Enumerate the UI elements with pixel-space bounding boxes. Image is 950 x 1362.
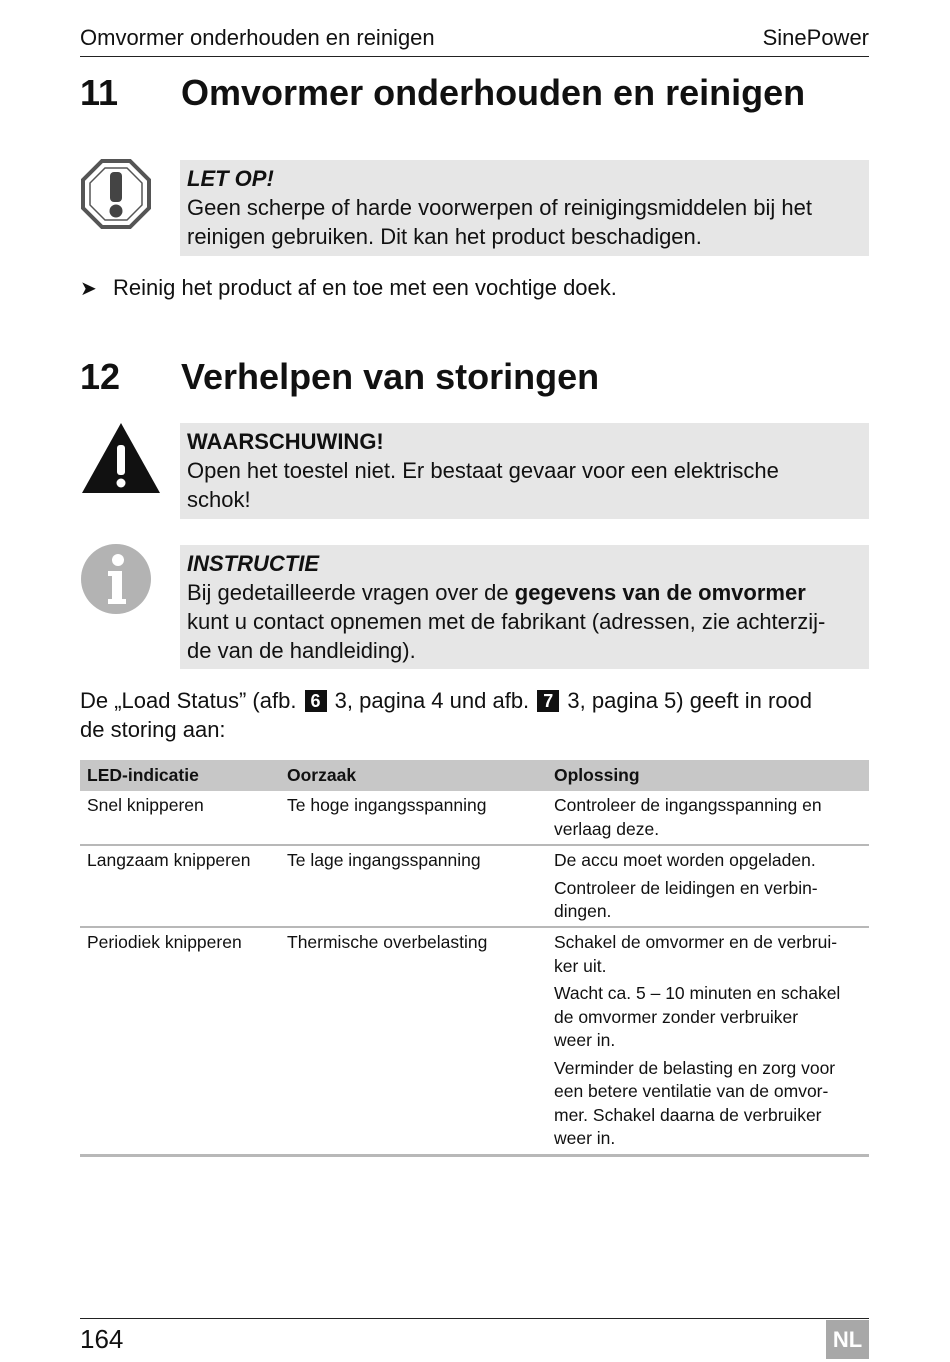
instruction-bullet [80, 274, 617, 303]
instruction-bold-text: gegevens van de omvormer [514, 580, 806, 605]
solution-line: verlaag deze. [554, 818, 660, 839]
arrow-bullet-icon: ➤ [80, 278, 97, 300]
cell-led: Snel knipperen [87, 795, 204, 815]
cell-cause: Te hoge ingangsspanning [287, 795, 487, 815]
solution-line: mer. Schakel daarna de verbruiker [554, 1104, 822, 1125]
header-product-name: SinePower [762, 25, 869, 50]
notice-box [180, 160, 869, 256]
header-chapter-title: Omvormer onderhouden en reinigen [80, 25, 435, 50]
column-header-solution: Oplossing [554, 765, 640, 785]
figure-reference: 7 [537, 690, 559, 712]
footer-divider [80, 1318, 869, 1319]
instruction-text-line: de van de handleiding). [187, 638, 416, 663]
solution-line: Wacht ca. 5 – 10 minuten en schakel [554, 983, 841, 1003]
paragraph-line [80, 686, 869, 715]
language-badge: NL [826, 1320, 869, 1359]
solution-item [554, 794, 864, 841]
solution-item [554, 931, 864, 978]
info-circle-icon [80, 543, 152, 620]
column-header-led: LED-indicatie [87, 765, 199, 785]
solution-item [554, 982, 864, 1053]
paragraph-text: 3, pagina 4 und afb. [328, 688, 536, 713]
solution-item [554, 877, 864, 924]
table-row [80, 791, 869, 846]
manual-page [80, 0, 869, 1362]
solution-item [554, 1057, 864, 1151]
solution-line: Controleer de leidingen en verbin- [554, 877, 818, 898]
page-number: 164 [80, 1324, 124, 1354]
solution-line: Schakel de omvormer en de verbrui- [554, 932, 838, 952]
instruction-box [180, 545, 869, 669]
cell-solution [554, 928, 864, 1155]
solution-line: de omvormer zonder verbruiker [554, 1006, 799, 1027]
warning-box [180, 423, 869, 519]
instruction-text: Bij gedetailleerde vragen over de [187, 580, 515, 605]
instruction-label: INSTRUCTIE [187, 551, 319, 576]
notice-text-line: reinigen gebruiken. Dit kan het product beschadigen. [187, 224, 702, 249]
cell-solution [554, 846, 864, 928]
solution-line: een betere ventilatie van de omvor- [554, 1081, 829, 1101]
solution-line: Verminder de belasting en zorg voor [554, 1057, 836, 1078]
running-header [80, 24, 869, 57]
cell-led: Periodiek knipperen [87, 932, 242, 952]
warning-triangle-icon [80, 421, 162, 500]
solution-line: dingen. [554, 901, 612, 921]
warning-text-line: schok! [187, 487, 251, 512]
table-header-row [80, 760, 869, 791]
warning-text-line: Open het toestel niet. Er bestaat gevaar voor een elektrische [187, 458, 779, 483]
warning-label: WAARSCHUWING! [187, 429, 384, 454]
column-header-cause: Oorzaak [287, 765, 357, 785]
chapter-title: Verhelpen van storingen [181, 356, 600, 397]
solution-line: weer in. [554, 1128, 616, 1148]
cell-cause: Te lage ingangsspanning [287, 850, 481, 870]
paragraph-text: 3, pagina 5) geeft in rood [561, 688, 813, 713]
troubleshooting-table [80, 760, 869, 1157]
octagon-exclamation-icon [80, 158, 152, 235]
chapter-number: 11 [80, 72, 119, 113]
paragraph-line: de storing aan: [80, 717, 226, 742]
instruction-text-line [187, 578, 861, 607]
chapter-number: 12 [80, 356, 121, 397]
solution-line: ker uit. [554, 955, 607, 976]
load-status-paragraph [80, 686, 869, 744]
instruction-text-line: kunt u contact opnemen met de fabrikant (adressen, zie achterzij- [187, 609, 826, 634]
notice-text-line: Geen scherpe of harde voorwerpen of reinigingsmiddelen bij het [187, 195, 812, 220]
solution-item [554, 849, 864, 873]
paragraph-text: De „Load Status” (afb. [80, 688, 303, 713]
solution-line: weer in. [554, 1030, 616, 1050]
solution-line: Controleer de ingangsspanning en [554, 795, 822, 815]
figure-reference: 6 [305, 690, 327, 712]
solution-line: De accu moet worden opgeladen. [554, 850, 816, 870]
cell-cause: Thermische overbelasting [287, 932, 488, 952]
cell-led: Langzaam knipperen [87, 850, 251, 870]
table-row [80, 846, 869, 928]
chapter-title: Omvormer onderhouden en reinigen [181, 72, 806, 113]
table-row [80, 928, 869, 1157]
notice-label: LET OP! [187, 166, 274, 191]
cell-solution [554, 791, 864, 845]
bullet-text: Reinig het product af en toe met een vochtige doek. [113, 275, 617, 300]
